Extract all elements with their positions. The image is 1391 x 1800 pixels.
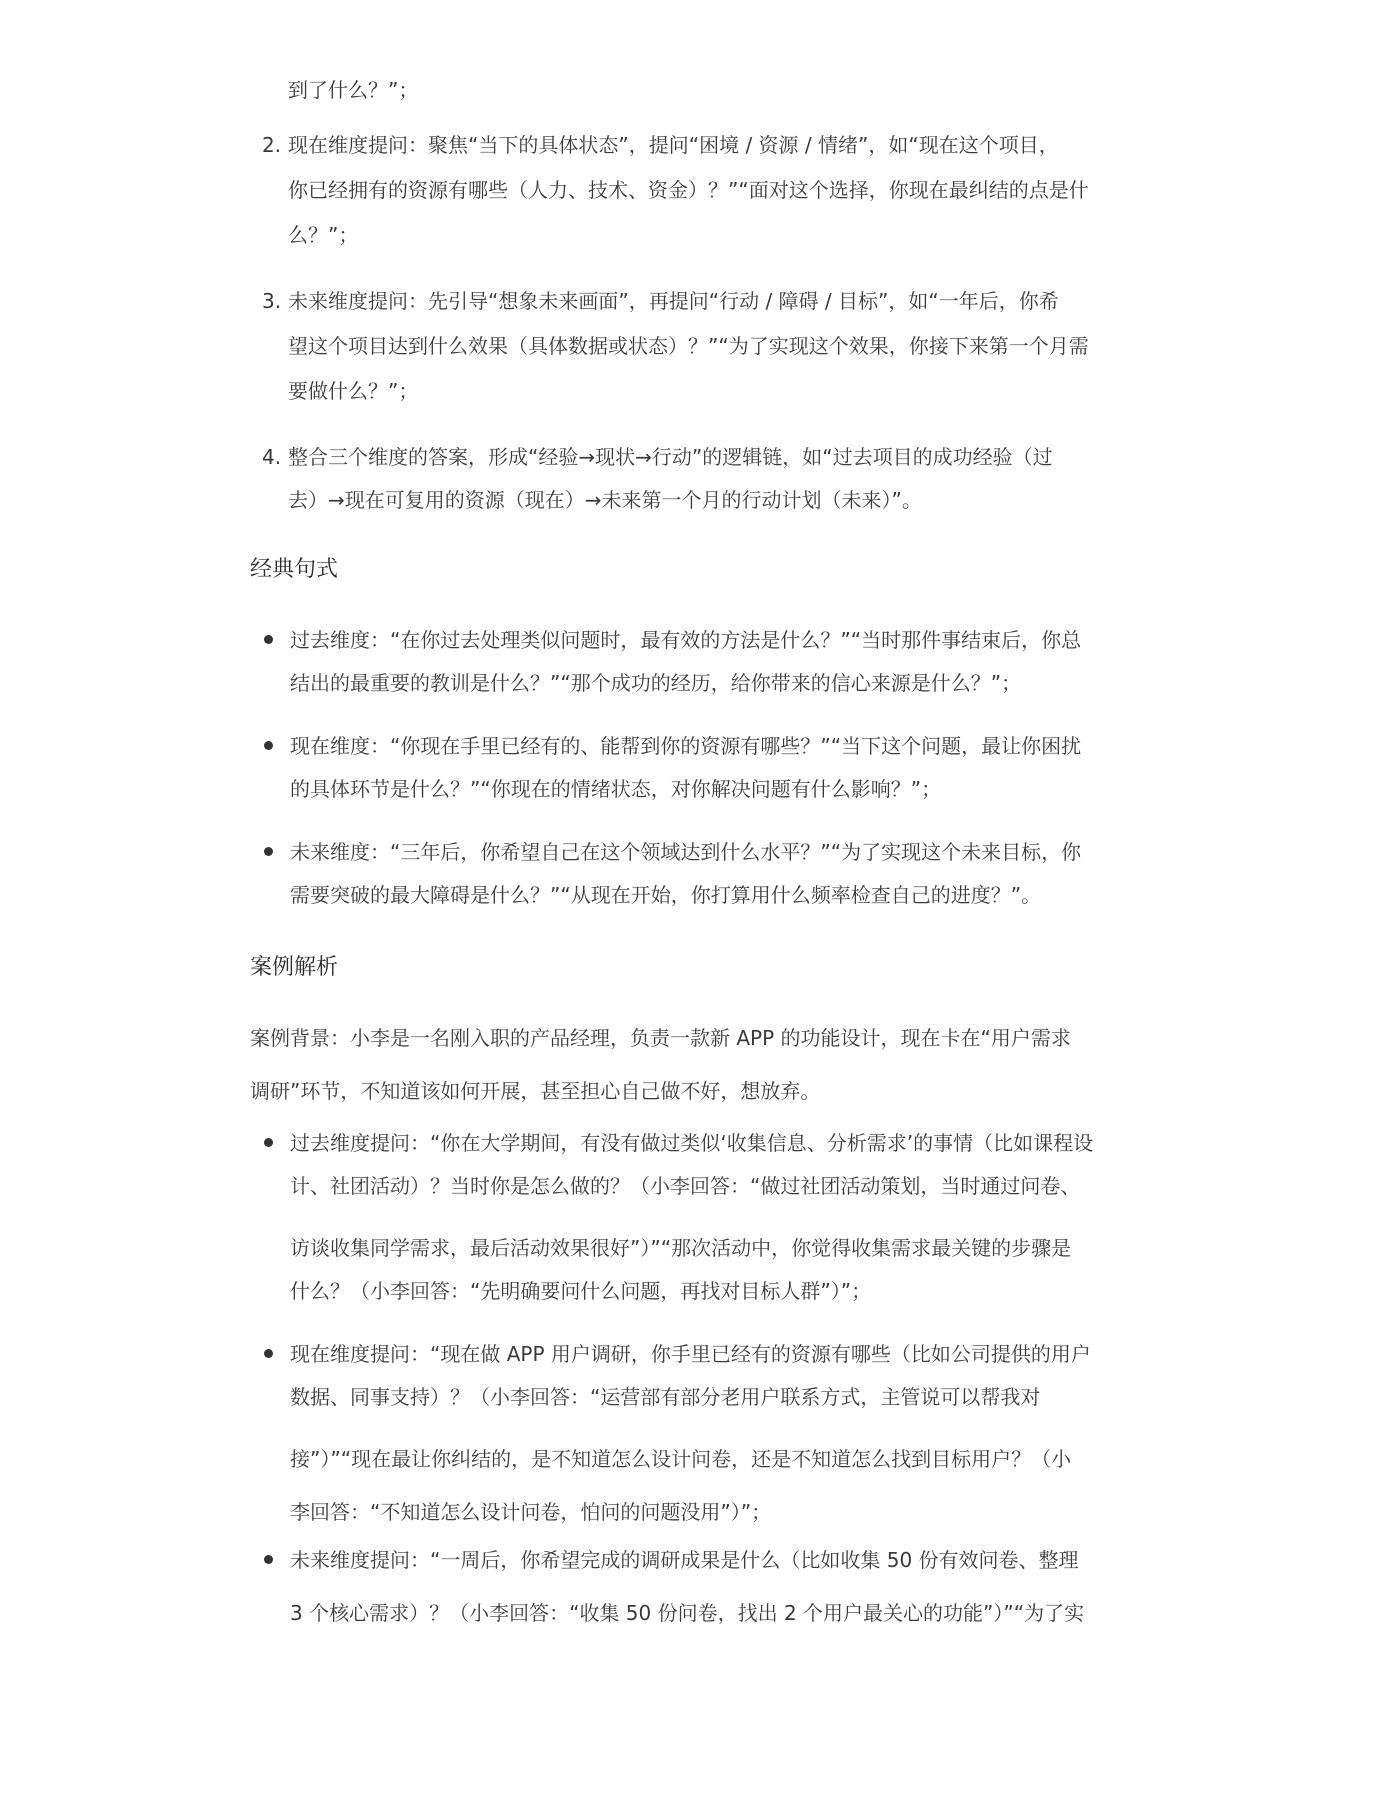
- case-background-line: 案例背景：小李是一名刚入职的产品经理，负责一款新 APP 的功能设计，现在卡在“用户需求: [250, 1026, 1071, 1050]
- classic-item-line: 结出的最重要的教训是什么？”“那个成功的经历，给你带来的信心来源是什么？”；: [290, 671, 1022, 695]
- classic-item-line: 现在维度：“你现在手里已经有的、能帮到你的资源有哪些？”“当下这个问题，最让你困扰: [290, 734, 1082, 758]
- case-item-line: 访谈收集同学需求，最后活动效果很好”）”“那次活动中，你觉得收集需求最关键的步骤是: [290, 1236, 1072, 1260]
- intro-tail-line: 到了什么？”；: [288, 78, 419, 102]
- step-text-line: 未来维度提问：先引导“想象未来画面”，再提问“行动 / 障碍 / 目标”，如“一年后，你希: [288, 289, 1059, 313]
- classic-item-line: 过去维度：“在你过去处理类似问题时，最有效的方法是什么？”“当时那件事结束后，你总: [290, 628, 1082, 652]
- case-item-line: 过去维度提问：“你在大学期间，有没有做过类似‘收集信息、分析需求’的事情（比如课程设: [290, 1131, 1094, 1155]
- case-item-line: 现在维度提问：“现在做 APP 用户调研，你手里已经有的资源有哪些（比如公司提供的用户: [290, 1342, 1091, 1366]
- step-text-line: 望这个项目达到什么效果（具体数据或状态）？”“为了实现这个效果，你接下来第一个月需: [288, 334, 1089, 358]
- bullet-dot: [264, 1555, 273, 1564]
- case-item-line: 李回答：“不知道怎么设计问卷，怕问的问题没用”）”；: [290, 1500, 772, 1524]
- step-text-line: 去）→现在可复用的资源（现在）→未来第一个月的行动计划（未来）”。: [288, 488, 922, 512]
- bullet-dot: [264, 1138, 273, 1147]
- section-heading: 案例解析: [250, 955, 339, 980]
- bullet-dot: [264, 1349, 273, 1358]
- case-item-line: 什么？（小李回答：“先明确要问什么问题，再找对目标人群”）”；: [290, 1279, 872, 1303]
- section-heading: 经典句式: [250, 557, 339, 582]
- step-text-line: 现在维度提问：聚焦“当下的具体状态”，提问“困境 / 资源 / 情绪”，如“现在这个项目，: [288, 133, 1059, 157]
- case-background-line: 调研”环节，不知道该如何开展，甚至担心自己做不好，想放弃。: [250, 1079, 821, 1103]
- bullet-dot: [264, 635, 273, 644]
- case-item-line: 数据、同事支持）？（小李回答：“运营部有部分老用户联系方式，主管说可以帮我对: [290, 1385, 1041, 1409]
- step-text-line: 要做什么？”；: [288, 379, 419, 403]
- step-number: 3.: [262, 289, 282, 313]
- case-item-line: 计、社团活动）？当时你是怎么做的？（小李回答：“做过社团活动策划，当时通过问卷、: [290, 1174, 1081, 1198]
- step-number: 4.: [262, 445, 282, 469]
- bullet-dot: [264, 741, 273, 750]
- classic-item-line: 的具体环节是什么？”“你现在的情绪状态，对你解决问题有什么影响？”；: [290, 777, 942, 801]
- bullet-dot: [264, 847, 273, 856]
- case-item-line: 接”）”“现在最让你纠结的，是不知道怎么设计问卷，还是不知道怎么找到目标用户？（小: [290, 1447, 1072, 1471]
- step-text-line: 么？”；: [288, 223, 359, 247]
- case-item-line: 3 个核心需求）？（小李回答：“收集 50 份问卷，找出 2 个用户最关心的功能”）”“为了实: [290, 1601, 1085, 1625]
- step-text-line: 你已经拥有的资源有哪些（人力、技术、资金）？”“面对这个选择，你现在最纠结的点是什: [288, 178, 1089, 202]
- classic-item-line: 需要突破的最大障碍是什么？”“从现在开始，你打算用什么频率检查自己的进度？”。: [290, 883, 1042, 907]
- step-number: 2.: [262, 133, 282, 157]
- step-text-line: 整合三个维度的答案，形成“经验→现状→行动”的逻辑链，如“过去项目的成功经验（过: [288, 445, 1053, 469]
- case-item-line: 未来维度提问：“一周后，你希望完成的调研成果是什么（比如收集 50 份有效问卷、整理: [290, 1548, 1079, 1572]
- classic-item-line: 未来维度：“三年后，你希望自己在这个领域达到什么水平？”“为了实现这个未来目标，你: [290, 840, 1082, 864]
